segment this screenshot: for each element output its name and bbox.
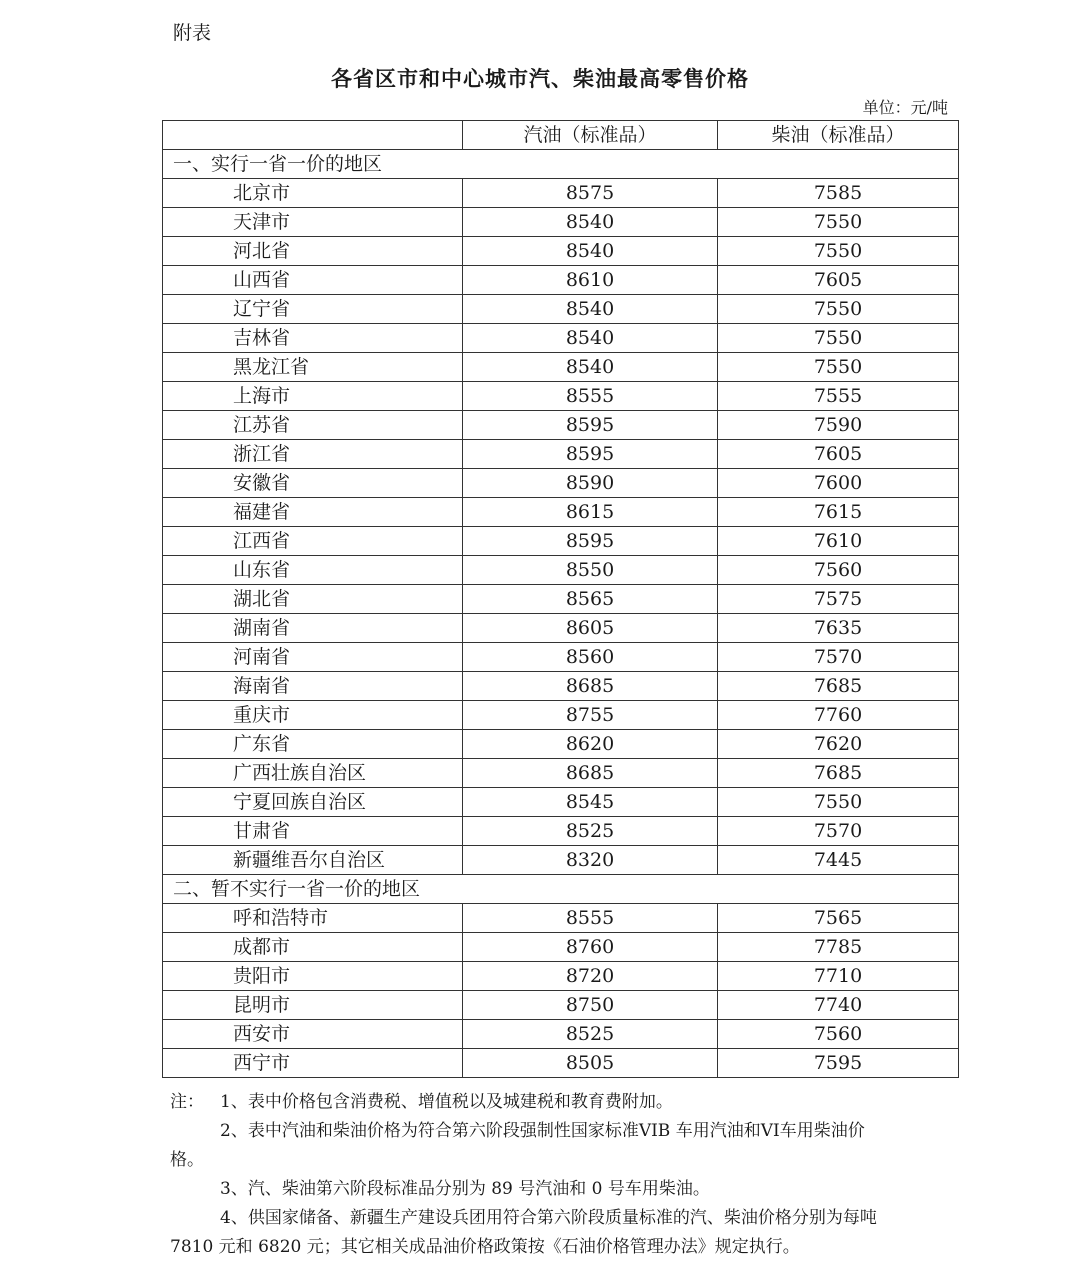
region-cell: 湖北省 bbox=[163, 585, 463, 614]
diesel-price-cell: 7785 bbox=[718, 933, 959, 962]
region-cell: 江西省 bbox=[163, 527, 463, 556]
region-cell: 河北省 bbox=[163, 237, 463, 266]
diesel-price-cell: 7620 bbox=[718, 730, 959, 759]
table-header-row bbox=[163, 121, 959, 150]
region-cell: 浙江省 bbox=[163, 440, 463, 469]
section-row bbox=[163, 150, 959, 179]
diesel-price-cell: 7550 bbox=[718, 295, 959, 324]
section-heading: 二、暂不实行一省一价的地区 bbox=[163, 875, 959, 904]
note-text: 2、表中汽油和柴油价格为符合第六阶段强制性国家标准VIB 车用汽油和VI车用柴油价 bbox=[220, 1121, 865, 1141]
region-cell: 北京市 bbox=[163, 179, 463, 208]
gasoline-price-cell: 8505 bbox=[463, 1049, 718, 1078]
table-row bbox=[163, 1049, 959, 1078]
gasoline-price-cell: 8545 bbox=[463, 788, 718, 817]
region-cell: 新疆维吾尔自治区 bbox=[163, 846, 463, 875]
region-cell: 重庆市 bbox=[163, 701, 463, 730]
diesel-price-cell: 7550 bbox=[718, 208, 959, 237]
region-cell: 天津市 bbox=[163, 208, 463, 237]
region-cell: 河南省 bbox=[163, 643, 463, 672]
diesel-price-cell: 7585 bbox=[718, 179, 959, 208]
header-region bbox=[163, 121, 463, 150]
diesel-price-cell: 7615 bbox=[718, 498, 959, 527]
table-row bbox=[163, 469, 959, 498]
diesel-price-cell: 7600 bbox=[718, 469, 959, 498]
table-row bbox=[163, 295, 959, 324]
gasoline-price-cell: 8560 bbox=[463, 643, 718, 672]
gasoline-price-cell: 8615 bbox=[463, 498, 718, 527]
gasoline-price-cell: 8540 bbox=[463, 237, 718, 266]
table-row bbox=[163, 730, 959, 759]
region-cell: 福建省 bbox=[163, 498, 463, 527]
diesel-price-cell: 7570 bbox=[718, 817, 959, 846]
gasoline-price-cell: 8525 bbox=[463, 817, 718, 846]
region-cell: 海南省 bbox=[163, 672, 463, 701]
document-title: 各省区市和中心城市汽、柴油最高零售价格 bbox=[331, 66, 749, 91]
table-row bbox=[163, 411, 959, 440]
note-text: 4、供国家储备、新疆生产建设兵团用符合第六阶段质量标准的汽、柴油价格分别为每吨 bbox=[220, 1208, 877, 1228]
region-cell: 广东省 bbox=[163, 730, 463, 759]
gasoline-price-cell: 8755 bbox=[463, 701, 718, 730]
region-cell: 西宁市 bbox=[163, 1049, 463, 1078]
table-row bbox=[163, 179, 959, 208]
table-row bbox=[163, 1020, 959, 1049]
gasoline-price-cell: 8540 bbox=[463, 353, 718, 382]
diesel-price-cell: 7595 bbox=[718, 1049, 959, 1078]
region-cell: 昆明市 bbox=[163, 991, 463, 1020]
region-cell: 辽宁省 bbox=[163, 295, 463, 324]
table-row bbox=[163, 788, 959, 817]
gasoline-price-cell: 8555 bbox=[463, 904, 718, 933]
table-row bbox=[163, 498, 959, 527]
diesel-price-cell: 7605 bbox=[718, 440, 959, 469]
table-row bbox=[163, 643, 959, 672]
gasoline-price-cell: 8320 bbox=[463, 846, 718, 875]
diesel-price-cell: 7685 bbox=[718, 672, 959, 701]
diesel-price-cell: 7685 bbox=[718, 759, 959, 788]
table-body bbox=[163, 150, 959, 1078]
section-heading: 一、实行一省一价的地区 bbox=[163, 150, 959, 179]
diesel-price-cell: 7550 bbox=[718, 324, 959, 353]
gasoline-price-cell: 8620 bbox=[463, 730, 718, 759]
header-diesel: 柴油（标准品） bbox=[718, 121, 959, 150]
gasoline-price-cell: 8590 bbox=[463, 469, 718, 498]
note-line bbox=[170, 1117, 960, 1146]
region-cell: 江苏省 bbox=[163, 411, 463, 440]
note-line bbox=[170, 1088, 960, 1117]
region-cell: 甘肃省 bbox=[163, 817, 463, 846]
diesel-price-cell: 7550 bbox=[718, 353, 959, 382]
table-row bbox=[163, 527, 959, 556]
gasoline-price-cell: 8595 bbox=[463, 440, 718, 469]
gasoline-price-cell: 8610 bbox=[463, 266, 718, 295]
appendix-label: 附表 bbox=[173, 22, 212, 44]
region-cell: 广西壮族自治区 bbox=[163, 759, 463, 788]
table-row bbox=[163, 701, 959, 730]
note-text: 7810 元和 6820 元；其它相关成品油价格政策按《石油价格管理办法》规定执行。 bbox=[170, 1237, 800, 1257]
note-text: 1、表中价格包含消费税、增值税以及城建税和教育费附加。 bbox=[220, 1092, 673, 1112]
region-cell: 西安市 bbox=[163, 1020, 463, 1049]
diesel-price-cell: 7560 bbox=[718, 1020, 959, 1049]
region-cell: 成都市 bbox=[163, 933, 463, 962]
gasoline-price-cell: 8555 bbox=[463, 382, 718, 411]
diesel-price-cell: 7710 bbox=[718, 962, 959, 991]
region-cell: 山西省 bbox=[163, 266, 463, 295]
diesel-price-cell: 7610 bbox=[718, 527, 959, 556]
table-row bbox=[163, 237, 959, 266]
diesel-price-cell: 7550 bbox=[718, 788, 959, 817]
diesel-price-cell: 7740 bbox=[718, 991, 959, 1020]
table-row bbox=[163, 846, 959, 875]
gasoline-price-cell: 8540 bbox=[463, 324, 718, 353]
table-row bbox=[163, 382, 959, 411]
diesel-price-cell: 7560 bbox=[718, 556, 959, 585]
note-text: 3、汽、柴油第六阶段标准品分别为 89 号汽油和 0 号车用柴油。 bbox=[220, 1179, 710, 1199]
gasoline-price-cell: 8550 bbox=[463, 556, 718, 585]
gasoline-price-cell: 8575 bbox=[463, 179, 718, 208]
unit-label: 单位：元/吨 bbox=[862, 98, 948, 117]
price-table bbox=[162, 120, 959, 1078]
gasoline-price-cell: 8595 bbox=[463, 527, 718, 556]
gasoline-price-cell: 8540 bbox=[463, 295, 718, 324]
header-gasoline: 汽油（标准品） bbox=[463, 121, 718, 150]
gasoline-price-cell: 8720 bbox=[463, 962, 718, 991]
table-row bbox=[163, 962, 959, 991]
region-cell: 宁夏回族自治区 bbox=[163, 788, 463, 817]
table-row bbox=[163, 266, 959, 295]
note-text: 格。 bbox=[170, 1150, 204, 1170]
gasoline-price-cell: 8750 bbox=[463, 991, 718, 1020]
gasoline-price-cell: 8605 bbox=[463, 614, 718, 643]
table-row bbox=[163, 991, 959, 1020]
table-row bbox=[163, 614, 959, 643]
gasoline-price-cell: 8565 bbox=[463, 585, 718, 614]
diesel-price-cell: 7445 bbox=[718, 846, 959, 875]
diesel-price-cell: 7555 bbox=[718, 382, 959, 411]
gasoline-price-cell: 8760 bbox=[463, 933, 718, 962]
table-row bbox=[163, 817, 959, 846]
table-row bbox=[163, 933, 959, 962]
table-row bbox=[163, 585, 959, 614]
region-cell: 山东省 bbox=[163, 556, 463, 585]
table-row bbox=[163, 672, 959, 701]
gasoline-price-cell: 8685 bbox=[463, 672, 718, 701]
note-line bbox=[170, 1204, 960, 1233]
table-row bbox=[163, 556, 959, 585]
table-row bbox=[163, 208, 959, 237]
diesel-price-cell: 7550 bbox=[718, 237, 959, 266]
gasoline-price-cell: 8540 bbox=[463, 208, 718, 237]
region-cell: 上海市 bbox=[163, 382, 463, 411]
diesel-price-cell: 7760 bbox=[718, 701, 959, 730]
table-row bbox=[163, 759, 959, 788]
region-cell: 贵阳市 bbox=[163, 962, 463, 991]
diesel-price-cell: 7605 bbox=[718, 266, 959, 295]
diesel-price-cell: 7635 bbox=[718, 614, 959, 643]
diesel-price-cell: 7575 bbox=[718, 585, 959, 614]
note-line bbox=[170, 1233, 960, 1262]
region-cell: 湖南省 bbox=[163, 614, 463, 643]
gasoline-price-cell: 8685 bbox=[463, 759, 718, 788]
region-cell: 呼和浩特市 bbox=[163, 904, 463, 933]
gasoline-price-cell: 8595 bbox=[463, 411, 718, 440]
section-row bbox=[163, 875, 959, 904]
diesel-price-cell: 7570 bbox=[718, 643, 959, 672]
diesel-price-cell: 7565 bbox=[718, 904, 959, 933]
gasoline-price-cell: 8525 bbox=[463, 1020, 718, 1049]
note-line bbox=[170, 1175, 960, 1204]
region-cell: 黑龙江省 bbox=[163, 353, 463, 382]
table-row bbox=[163, 324, 959, 353]
diesel-price-cell: 7590 bbox=[718, 411, 959, 440]
table-row bbox=[163, 440, 959, 469]
region-cell: 吉林省 bbox=[163, 324, 463, 353]
note-line bbox=[170, 1146, 960, 1175]
table-row bbox=[163, 904, 959, 933]
table-row bbox=[163, 353, 959, 382]
note-prefix: 注： bbox=[170, 1092, 204, 1112]
notes bbox=[170, 1088, 960, 1262]
region-cell: 安徽省 bbox=[163, 469, 463, 498]
